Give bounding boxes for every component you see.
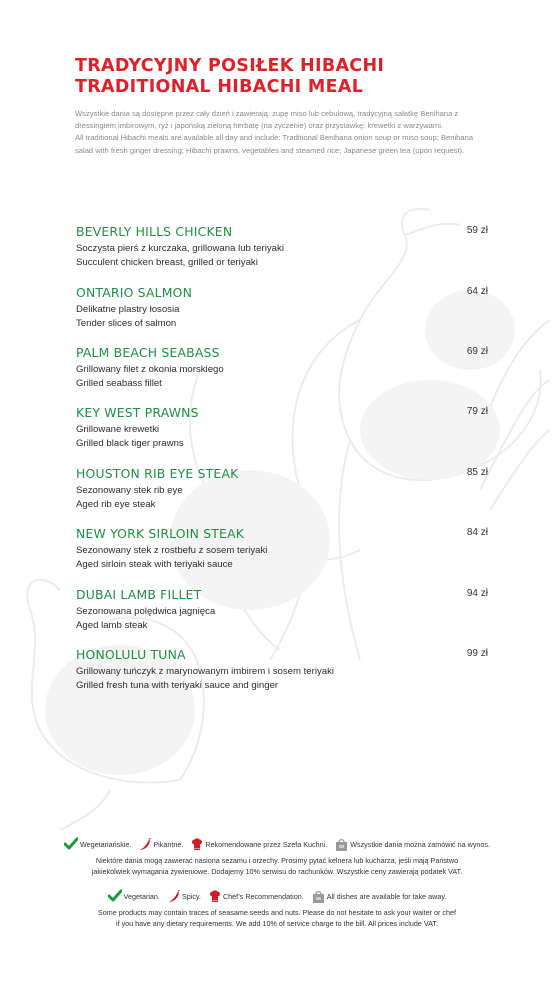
title-polish: TRADYCYJNY POSIŁEK HIBACHI (75, 56, 385, 76)
item-name: HONOLULU TUNA (76, 647, 186, 662)
legend-label: Pikantne. (153, 839, 184, 849)
item-desc-en: Aged sirloin steak with teriyaki sauce (76, 559, 233, 570)
menu-item (76, 224, 488, 270)
menu-item (76, 345, 488, 391)
menu-item (76, 647, 488, 693)
legend-english (40, 889, 514, 903)
item-name: PALM BEACH SEABASS (76, 345, 220, 360)
item-name: ONTARIO SALMON (76, 285, 193, 300)
checkmark-icon (108, 889, 122, 903)
menu-item (76, 285, 488, 331)
legend-takeaway (312, 890, 447, 903)
item-desc-en: Grilled fresh tuna with teriyaki sauce and ginger (76, 680, 279, 691)
chef-hat-icon (191, 838, 203, 851)
legend-takeaway (335, 838, 490, 851)
chef-hat-icon (209, 890, 221, 903)
footer-note-pl-2: jakiekolwiek wymagania żywieniowe. Dodajemy 10% serwisu do rachunków. Wszystkie ceny zawierają podatek VAT. (91, 867, 463, 876)
item-description (76, 484, 488, 512)
item-name: KEY WEST PRAWNS (76, 405, 199, 420)
item-name: DUBAI LAMB FILLET (76, 587, 202, 602)
item-description (76, 242, 488, 270)
item-price: 64 zł (466, 286, 488, 297)
intro-polish: Wszystkie dania są dostępne przez cały dzień i zawierają: zupę miso lub cebulową, tradycyjną sałatkę Benihana z dressingiem imbirowym, ryż i japońską zieloną herbatę (na życzenie) oraz przystawkę: krewetki z warzywami. (75, 109, 459, 131)
item-name: HOUSTON RIB EYE STEAK (76, 466, 239, 481)
legend-chef (191, 838, 327, 851)
item-price: 59 zł (466, 225, 488, 236)
item-description (76, 665, 488, 693)
legend-vegetarian (64, 837, 131, 851)
item-name: BEVERLY HILLS CHICKEN (76, 224, 233, 239)
item-desc-pl: Grillowany tuńczyk z marynowanym imbirem i sosem teriyaki (76, 666, 335, 677)
item-desc-en: Grilled seabass fillet (76, 378, 162, 389)
item-desc-pl: Delikatne plastry łososia (76, 304, 180, 315)
item-desc-pl: Sezonowana polędwica jagnięca (76, 606, 216, 617)
legend-label: Spicy. (181, 891, 201, 901)
title-english: TRADITIONAL HIBACHI MEAL (75, 77, 364, 97)
intro-text (75, 108, 493, 157)
item-price: 84 zł (466, 527, 488, 538)
legend-label: Vegetarian. (123, 891, 160, 901)
footer-english (40, 889, 514, 929)
legend-label: Chef’s Recommendation. (222, 891, 304, 901)
item-description (76, 544, 488, 572)
item-description (76, 605, 488, 633)
legend-label: All dishes are available for take away. (326, 891, 447, 901)
chili-pepper-icon (168, 890, 180, 903)
item-desc-en: Succulent chicken breast, grilled or teriyaki (76, 257, 258, 268)
takeaway-bag-icon (312, 890, 325, 903)
legend-label: Rekomendowane przez Szefa Kuchni. (205, 839, 328, 849)
item-price: 85 zł (466, 467, 488, 478)
footer-note-en-2: if you have any dietary requirements. We add 10% of service charge to the bill. All prices include VAT. (115, 919, 438, 928)
legend-polish (40, 837, 514, 851)
item-desc-pl: Sezonowany stek z rostbefu z sosem teriyaki (76, 545, 268, 556)
item-desc-pl: Sezonowany stek rib eye (76, 485, 183, 496)
legend-spicy (139, 838, 183, 851)
menu-item (76, 466, 488, 512)
menu-item (76, 587, 488, 633)
item-name: NEW YORK SIRLOIN STEAK (76, 526, 245, 541)
takeaway-bag-icon (335, 838, 348, 851)
footer-note-pl-1: Niektóre dania mogą zawierać nasiona sezamu i orzechy. Prosimy pytać kelnera lub kucharza, jeśli mają Państwo (95, 856, 459, 865)
legend-label: Wegetariańskie. (79, 839, 132, 849)
legend-label: Wszystkie dania można zamówić na wynos. (350, 839, 491, 849)
footer-polish (40, 837, 514, 877)
item-desc-en: Grilled black tiger prawns (76, 438, 184, 449)
item-description (76, 303, 488, 331)
item-desc-pl: Grillowane krewetki (76, 424, 160, 435)
legend-spicy (168, 890, 201, 903)
legend-chef (209, 890, 304, 903)
item-description (76, 363, 488, 391)
chili-pepper-icon (139, 838, 151, 851)
intro-english: All traditional Hibachi meals are available all day and include: Traditional Benihana onion soup or miso soup; Benihana salad with fresh ginger dressing; Hibachi prawns, vegetables and steamed rice; Japanese green tea (upon request). (75, 133, 474, 155)
item-price: 94 zł (466, 588, 488, 599)
item-desc-pl: Grillowany filet z okonia morskiego (76, 364, 224, 375)
menu-item (76, 526, 488, 572)
item-desc-en: Aged lamb steak (76, 620, 148, 631)
footer-note-en-1: Some products may contain traces of seasame seeds and nuts. Please do not hesitate to ask your waiter or chef (98, 908, 456, 917)
item-desc-en: Tender slices of salmon (76, 318, 177, 329)
item-desc-pl: Soczysta pierś z kurczaka, grillowana lub teriyaki (76, 243, 284, 254)
item-price: 69 zł (466, 346, 488, 357)
legend-vegetarian (108, 889, 160, 903)
item-price: 79 zł (466, 406, 488, 417)
checkmark-icon (64, 837, 78, 851)
item-price: 99 zł (466, 648, 488, 659)
item-desc-en: Aged rib eye steak (76, 499, 156, 510)
menu-item (76, 405, 488, 451)
item-description (76, 423, 488, 451)
